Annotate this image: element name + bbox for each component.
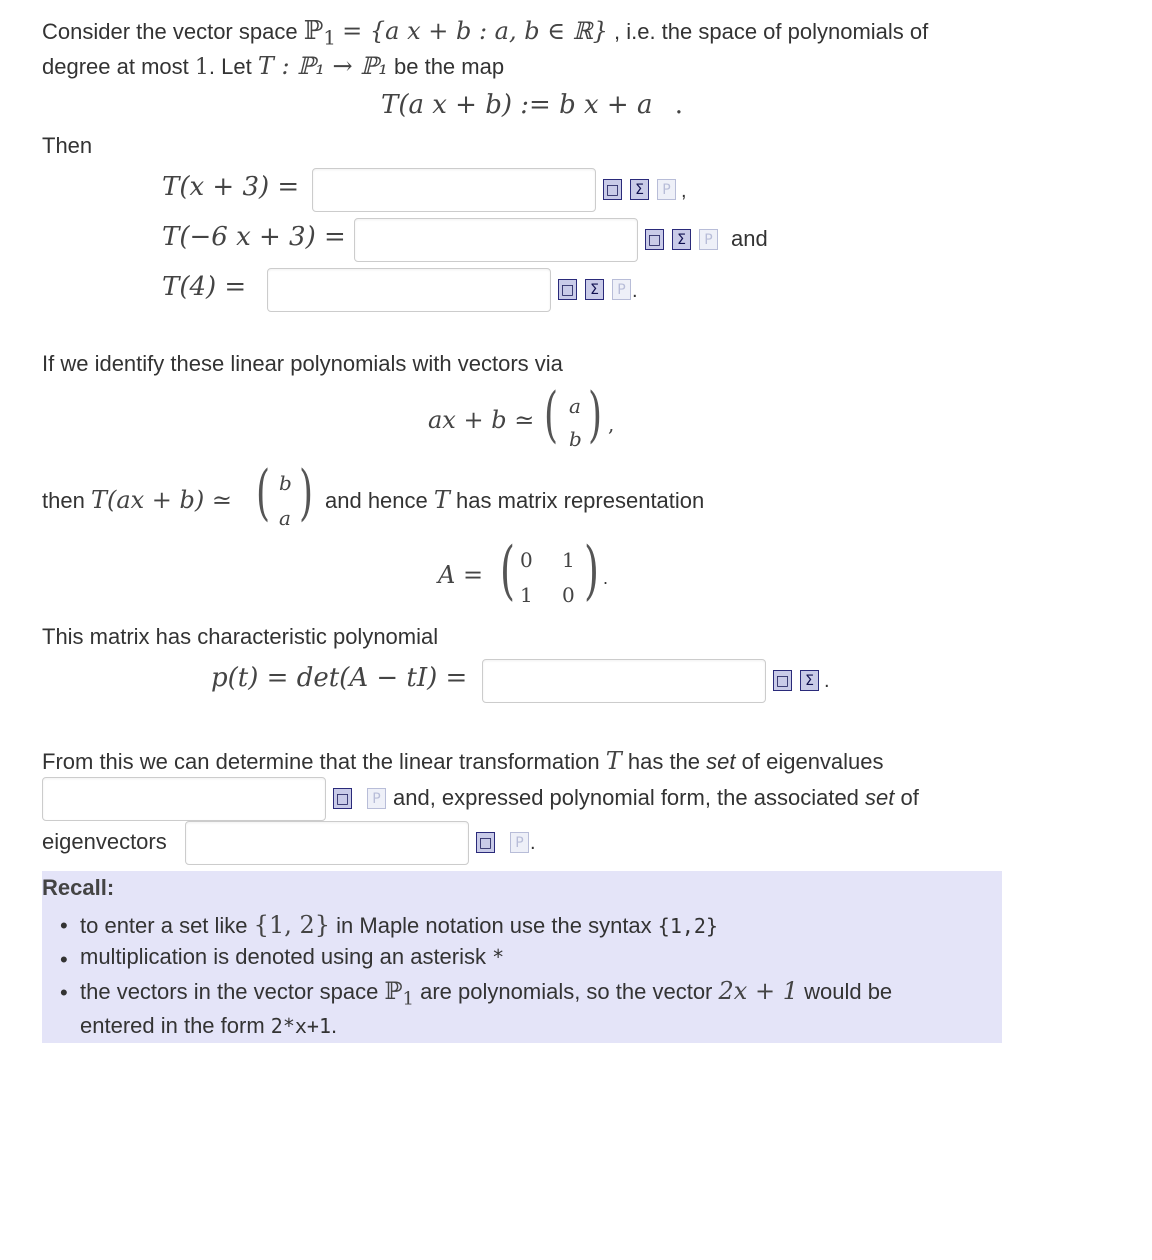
recall-title: Recall: [42,875,115,900]
intro-text-2: degree at most [42,54,189,79]
matrix-end: . [603,568,609,588]
equation-editor-icon[interactable]: Σ [800,670,819,691]
eigen-line-2 [393,785,919,811]
eigen-set-word-2: set [865,785,895,810]
maple-syntax-icon[interactable]: P [657,179,676,200]
recall-bullet-1: • [60,913,68,938]
eigen-line2-text: and, expressed polynomial form, the associated [393,785,859,810]
map-definition-end: . [674,90,684,120]
identify-lhs: ax + b ≃ [428,406,535,434]
recall-item2-text: multiplication is denoted using an asterisk [80,944,487,969]
preview-icon[interactable]: □ [333,788,352,809]
intro-suffix-2: be the map [394,54,505,79]
matrix-r2c1: 1 [520,583,533,607]
eigen-set-word: set [706,749,736,774]
preview-icon[interactable]: □ [558,279,577,300]
recall-item3-math: 2x + 1 [718,977,798,1005]
recall-item3-line2-text: entered in the form [80,1013,265,1038]
eigen-line-1 [42,747,884,775]
map-definition [381,90,683,120]
map-definition-text: T(a x + b) := b x + a [381,90,653,120]
space-symbol: ℙ [303,16,324,46]
recall-item2-code: * [492,945,505,969]
recall-item-1 [80,911,718,939]
intro-line-1 [42,16,928,49]
identify-comma: , [608,412,615,436]
equation-editor-icon[interactable]: Σ [585,279,604,300]
then-suffix-pre: and hence [325,488,428,513]
maple-syntax-icon[interactable]: P [612,279,631,300]
then-vec-bottom: a [279,506,291,530]
charpoly-end: . [824,670,830,692]
eval-after-1: , [681,180,687,202]
matrix-r1c1: 0 [520,548,533,572]
identify-vec-top: a [569,394,581,418]
answer-input-eigenvalues[interactable] [42,777,326,821]
recall-bullet-3: • [60,980,68,1005]
answer-input-t-x-plus-3[interactable] [312,168,596,212]
intro-line-2 [42,52,504,80]
recall-item-3 [80,977,892,1009]
maple-syntax-icon[interactable]: P [510,832,529,853]
maple-syntax-icon[interactable]: P [699,229,718,250]
recall-box [42,871,1002,1043]
matrix-r2c2: 0 [562,583,575,607]
degree-value: 1 [194,55,209,80]
charpoly-text: This matrix has characteristic polynomial [42,624,439,649]
recall-item3-end: . [331,1013,338,1038]
recall-bullet-2: • [60,947,68,972]
maple-syntax-icon[interactable]: P [367,788,386,809]
map-signature: T : ℙ₁ → ℙ₁ [257,52,388,80]
recall-item3-mid: are polynomials, so the vector [420,979,713,1004]
eigen-end: . [530,832,536,854]
preview-icon[interactable]: □ [645,229,664,250]
then-line [42,486,232,514]
identify-text: If we identify these linear polynomials with vectors via [42,351,563,376]
matrix-label: A = [438,561,484,589]
answer-input-t-minus6x-plus-3[interactable] [354,218,638,262]
eval-expr-2: T(−6 x + 3) = [162,222,346,252]
then-vec-top: b [279,471,292,495]
space-subscript: 1 [323,25,336,50]
eigen-line-3: eigenvectors [42,829,167,854]
eval-expr-1: T(x + 3) = [162,172,300,202]
eval-expr-3: T(4) = [162,272,247,302]
then-label: Then [42,133,93,158]
recall-item1-text: to enter a set like [80,913,248,938]
preview-icon[interactable]: □ [773,670,792,691]
answer-input-eigenvectors[interactable] [185,821,469,865]
recall-item3-code: 2*x+1 [270,1014,332,1038]
recall-item1-code: {1,2} [657,914,719,938]
equation-editor-icon[interactable]: Σ [630,179,649,200]
eigen-t: T [605,747,622,775]
recall-item1-math: {1, 2} [253,911,331,939]
answer-input-char-poly[interactable] [482,659,766,703]
eval-after-2: and [731,226,768,251]
intro-text: Consider the vector space [42,19,298,44]
eigen-mid: has the [627,749,701,774]
identify-vec-bottom: b [569,427,582,451]
then-suffix-post: has matrix representation [456,488,705,513]
space-definition: = {a x + b : a, b ∈ ℝ} [342,17,608,45]
preview-icon[interactable]: □ [603,179,622,200]
eigen-suffix: of eigenvalues [741,749,884,774]
then-prefix: then [42,488,85,513]
recall-item-2 [80,944,504,970]
matrix-r1c2: 1 [562,548,575,572]
intro-mid: . Let [208,54,252,79]
then-suffix [325,486,704,514]
recall-item3-suffix: would be [804,979,893,1004]
answer-input-t-4[interactable] [267,268,551,312]
eval-after-3: . [632,280,638,302]
recall-item3-space: ℙ [384,977,403,1005]
recall-item3-text: the vectors in the vector space [80,979,379,1004]
charpoly-expr: p(t) = det(A − tI) = [211,663,468,693]
eigen-line2-suffix: of [900,785,919,810]
recall-item-3-line-2 [80,1013,337,1039]
equation-editor-icon[interactable]: Σ [672,229,691,250]
preview-icon[interactable]: □ [476,832,495,853]
then-suffix-t: T [433,486,450,514]
then-expr: T(ax + b) ≃ [90,486,232,514]
intro-suffix: , i.e. the space of polynomials of [613,19,929,44]
recall-item1-mid: in Maple notation use the syntax [336,913,652,938]
eigen-prefix: From this we can determine that the linear transformation [42,749,600,774]
recall-item3-sub: 1 [402,988,414,1010]
